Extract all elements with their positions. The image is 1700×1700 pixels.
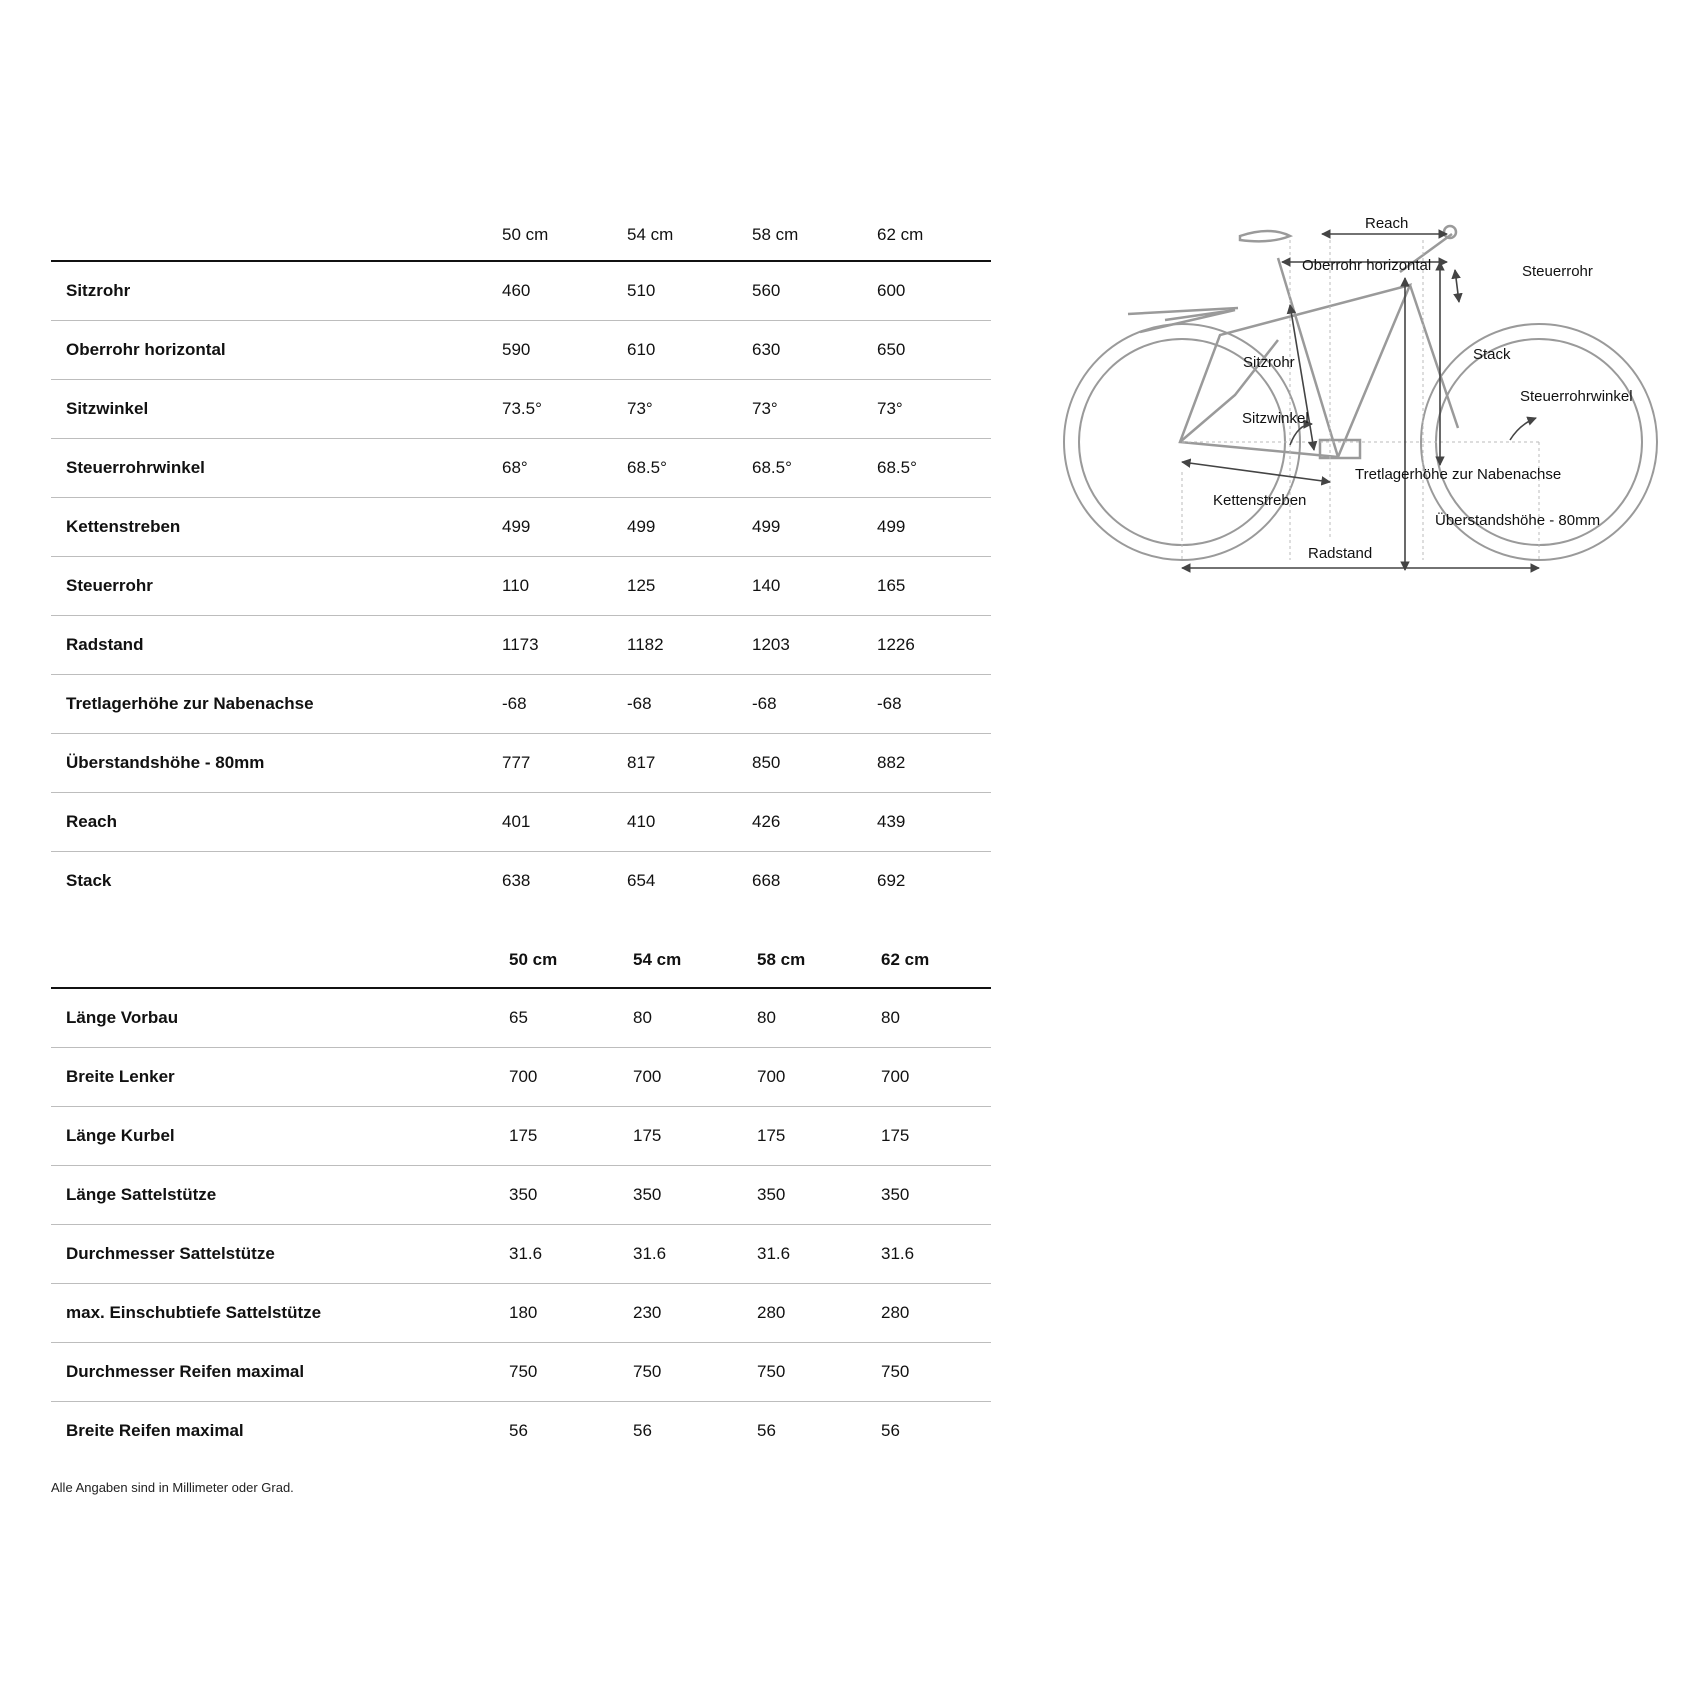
table-row <box>51 1166 991 1225</box>
cell-value: 175 <box>633 1107 757 1166</box>
table-row <box>51 1048 991 1107</box>
table-row <box>51 1284 991 1343</box>
cell-value: 700 <box>757 1048 881 1107</box>
row-label: Oberrohr horizontal <box>51 321 502 380</box>
cell-value: 80 <box>633 988 757 1048</box>
cell-value: 499 <box>877 498 991 557</box>
cell-value: 499 <box>752 498 877 557</box>
cell-value: 56 <box>881 1421 900 1440</box>
cell-value: -68 <box>752 675 877 734</box>
bike-geometry-diagram <box>1060 210 1670 580</box>
cell-value: 68.5° <box>752 439 877 498</box>
cell-value: 817 <box>627 734 752 793</box>
row-label: Steuerrohr <box>51 557 502 616</box>
table-row <box>51 261 991 321</box>
table-row <box>51 557 991 616</box>
cell-value: 1203 <box>752 616 877 675</box>
size-header: 54 cm <box>627 210 752 261</box>
cell-value: 180 <box>509 1284 633 1343</box>
cell-value: 350 <box>757 1166 881 1225</box>
size-header: 58 cm <box>757 933 881 988</box>
row-label: Reach <box>51 793 502 852</box>
cell-value: 750 <box>881 1343 991 1402</box>
label-radstand: Radstand <box>1308 545 1373 562</box>
cell-value: 610 <box>627 321 752 380</box>
row-label: Länge Vorbau <box>51 988 509 1048</box>
row-label: Steuerrohrwinkel <box>51 439 502 498</box>
cell-value: 165 <box>877 557 991 616</box>
table-row <box>51 675 991 734</box>
cell-value: 750 <box>757 1343 881 1402</box>
cell-value: 750 <box>509 1343 633 1402</box>
components-header-row <box>51 933 991 988</box>
table-row <box>51 380 991 439</box>
cell-value: 110 <box>502 557 627 616</box>
cell-value: 80 <box>757 988 881 1048</box>
label-oberrohr: Oberrohr horizontal <box>1302 257 1432 274</box>
table-row <box>51 734 991 793</box>
cell-value: 668 <box>752 871 781 890</box>
cell-value: 56 <box>509 1421 528 1440</box>
cell-value: 600 <box>877 261 991 321</box>
cell-value: 31.6 <box>509 1225 633 1284</box>
table-row <box>51 1107 991 1166</box>
cell-value: 350 <box>509 1166 633 1225</box>
cell-value: 125 <box>627 557 752 616</box>
row-label: Tretlagerhöhe zur Nabenachse <box>51 675 502 734</box>
header-spacer <box>51 933 509 988</box>
row-label: Durchmesser Reifen maximal <box>51 1343 509 1402</box>
cell-value: 68.5° <box>627 439 752 498</box>
cell-value: 175 <box>757 1107 881 1166</box>
cell-value: 654 <box>627 871 656 890</box>
cell-value: 590 <box>502 321 627 380</box>
label-steuerrohr: Steuerrohr <box>1522 263 1593 280</box>
table-row <box>51 1402 991 1461</box>
cell-value: 401 <box>502 793 627 852</box>
cell-value: 350 <box>633 1166 757 1225</box>
cell-value: 499 <box>502 498 627 557</box>
label-stack: Stack <box>1473 346 1511 363</box>
cell-value: 140 <box>752 557 877 616</box>
cell-value: 280 <box>757 1284 881 1343</box>
row-label: Überstandshöhe - 80mm <box>51 734 502 793</box>
cell-value: 700 <box>881 1048 991 1107</box>
cell-value: 80 <box>881 988 991 1048</box>
size-header: 62 cm <box>877 210 991 261</box>
row-label: Länge Kurbel <box>51 1107 509 1166</box>
cell-value: 56 <box>757 1421 776 1440</box>
table-row <box>51 498 991 557</box>
cell-value: 1182 <box>627 616 752 675</box>
table-row <box>51 852 991 911</box>
cell-value: 31.6 <box>757 1225 881 1284</box>
footnote: Alle Angaben sind in Millimeter oder Grad. <box>51 1480 294 1495</box>
header-spacer <box>51 210 502 261</box>
cell-value: 56 <box>633 1421 652 1440</box>
cell-value: 1226 <box>877 616 991 675</box>
size-header: 62 cm <box>881 933 991 988</box>
geometry-header-row <box>51 210 991 261</box>
cell-value: 426 <box>752 793 877 852</box>
cell-value: 175 <box>509 1107 633 1166</box>
cell-value: 638 <box>502 871 531 890</box>
cell-value: 31.6 <box>633 1225 757 1284</box>
table-row <box>51 616 991 675</box>
cell-value: 175 <box>881 1107 991 1166</box>
label-reach: Reach <box>1365 215 1409 232</box>
size-header: 58 cm <box>752 210 877 261</box>
cell-value: 1173 <box>502 616 627 675</box>
cell-value: 73° <box>877 380 991 439</box>
label-tretlager: Tretlagerhöhe zur Nabenachse <box>1355 466 1562 483</box>
components-table <box>51 933 991 1460</box>
table-row <box>51 988 991 1048</box>
cell-value: 700 <box>633 1048 757 1107</box>
label-steuerrohrwinkel: Steuerrohrwinkel <box>1520 388 1633 405</box>
cell-value: 700 <box>509 1048 633 1107</box>
cell-value: -68 <box>877 675 991 734</box>
cell-value: 65 <box>509 988 633 1048</box>
cell-value: 750 <box>633 1343 757 1402</box>
row-label: Sitzrohr <box>51 261 502 321</box>
cell-value: 692 <box>877 871 906 890</box>
row-label: Breite Reifen maximal <box>66 1421 244 1440</box>
cell-value: 73° <box>752 380 877 439</box>
cell-value: 350 <box>881 1166 991 1225</box>
table-row <box>51 793 991 852</box>
cell-value: 439 <box>877 793 991 852</box>
cell-value: -68 <box>502 675 627 734</box>
label-kettenstreben: Kettenstreben <box>1213 492 1307 509</box>
cell-value: 280 <box>881 1284 991 1343</box>
cell-value: 499 <box>627 498 752 557</box>
size-header: 54 cm <box>633 933 757 988</box>
cell-value: -68 <box>627 675 752 734</box>
cell-value: 630 <box>752 321 877 380</box>
label-sitzrohr: Sitzrohr <box>1243 354 1295 371</box>
cell-value: 460 <box>502 261 627 321</box>
cell-value: 650 <box>877 321 991 380</box>
table-row <box>51 1343 991 1402</box>
cell-value: 510 <box>627 261 752 321</box>
cell-value: 73° <box>627 380 752 439</box>
cell-value: 850 <box>752 734 877 793</box>
cell-value: 230 <box>633 1284 757 1343</box>
geometry-table <box>51 210 991 910</box>
label-sitzwinkel: Sitzwinkel <box>1242 410 1309 427</box>
row-label: Stack <box>66 871 112 890</box>
cell-value: 410 <box>627 793 752 852</box>
row-label: Breite Lenker <box>51 1048 509 1107</box>
cell-value: 560 <box>752 261 877 321</box>
size-header: 50 cm <box>509 933 633 988</box>
row-label: max. Einschubtiefe Sattelstütze <box>51 1284 509 1343</box>
table-row <box>51 321 991 380</box>
row-label: Radstand <box>51 616 502 675</box>
cell-value: 777 <box>502 734 627 793</box>
cell-value: 68° <box>502 439 627 498</box>
table-row <box>51 1225 991 1284</box>
label-ueberstand: Überstandshöhe - 80mm <box>1435 512 1601 529</box>
row-label: Durchmesser Sattelstütze <box>51 1225 509 1284</box>
cell-value: 68.5° <box>877 439 991 498</box>
row-label: Länge Sattelstütze <box>51 1166 509 1225</box>
size-header: 50 cm <box>502 210 627 261</box>
cell-value: 882 <box>877 734 991 793</box>
cell-value: 73.5° <box>502 380 627 439</box>
table-row <box>51 439 991 498</box>
row-label: Kettenstreben <box>51 498 502 557</box>
cell-value: 31.6 <box>881 1225 991 1284</box>
row-label: Sitzwinkel <box>51 380 502 439</box>
